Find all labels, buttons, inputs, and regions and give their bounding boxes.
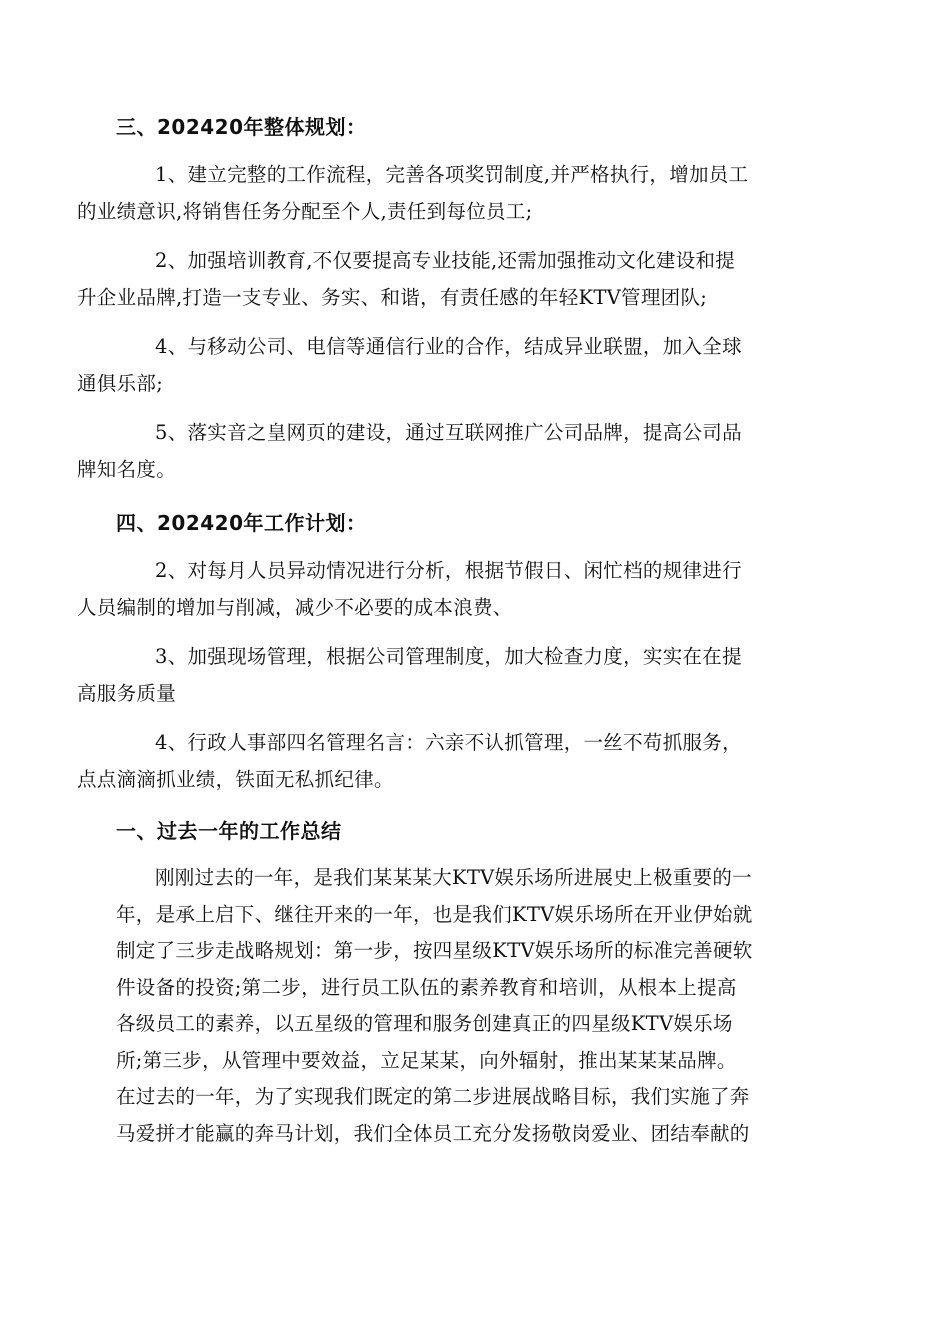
paragraph-line: 刚刚过去的一年，是我们某某某大KTV娱乐场所进展史上极重要的一 [155,866,752,889]
work-item-3 [77,638,832,712]
paragraph-line: 点点滴滴抓业绩，铁面无私抓纪律。 [77,768,394,791]
paragraph-line: 高服务质量 [77,682,177,705]
paragraph-line: 马爱拼才能赢的奔马计划，我们全体员工充分发扬敬岗爱业、团结奉献的 [116,1121,750,1145]
paragraph-line: 5、落实音之皇网页的建设，通过互联网推广公司品牌，提高公司品 [155,421,742,444]
paragraph-line: 4、行政人事部四名管理名言：六亲不认抓管理，一丝不苟抓服务， [155,731,742,754]
paragraph-line: 2、加强培训教育,不仅要提高专业技能,还需加强推动文化建设和提 [155,249,736,272]
plan-item-1 [77,156,832,230]
plan-item-2 [77,242,832,316]
paragraph-line: 各级员工的素养，以五星级的管理和服务创建真正的四星级KTV娱乐场 [116,1012,733,1035]
summary-paragraph [116,860,832,1152]
section-heading-work-plan: 四、202420年工作计划： [116,511,367,535]
paragraph-line: 的业绩意识,将销售任务分配至个人,责任到每位员工; [77,200,533,223]
spacer [116,500,832,508]
paragraph-line: 制定了三步走战略规划：第一步，按四星级KTV娱乐场所的标准完善硬软 [116,939,753,962]
plan-item-5 [77,414,832,488]
paragraph-line: 4、与移动公司、电信等通信行业的合作，结成异业联盟，加入全球 [155,335,742,358]
work-item-4 [77,724,832,798]
paragraph-line: 1、建立完整的工作流程，完善各项奖罚制度,并严格执行，增加员工 [155,163,749,186]
plan-item-4 [77,328,832,402]
work-item-2 [77,552,832,626]
paragraph-line: 3、加强现场管理，根据公司管理制度，加大检查力度，实实在在提 [155,645,742,668]
section-heading-overall-plan: 三、202420年整体规划： [116,115,367,139]
paragraph-line: 升企业品牌,打造一支专业、务实、和谐，有责任感的年轻KTV管理团队; [77,286,708,309]
paragraph-line: 件设备的投资;第二步，进行员工队伍的素养教育和培训，从根本上提高 [116,975,737,999]
paragraph-line: 牌知名度。 [77,458,177,481]
paragraph-line: 在过去的一年，为了实现我们既定的第二步进展战略目标，我们实施了奔 [116,1085,750,1108]
paragraph-line: 所;第三步，从管理中要效益，立足某某，向外辐射，推出某某某品牌。 [116,1048,737,1072]
paragraph-line: 人员编制的增加与削减，减少不必要的成本浪费、 [77,596,513,619]
paragraph-line: 2、对每月人员异动情况进行分析，根据节假日、闲忙档的规律进行 [155,559,742,582]
paragraph-line: 通俱乐部; [77,372,164,395]
section-heading-year-summary: 一、过去一年的工作总结 [116,819,342,843]
paragraph-line: 年，是承上启下、继往开来的一年，也是我们KTV娱乐场所在开业伊始就 [116,902,753,926]
